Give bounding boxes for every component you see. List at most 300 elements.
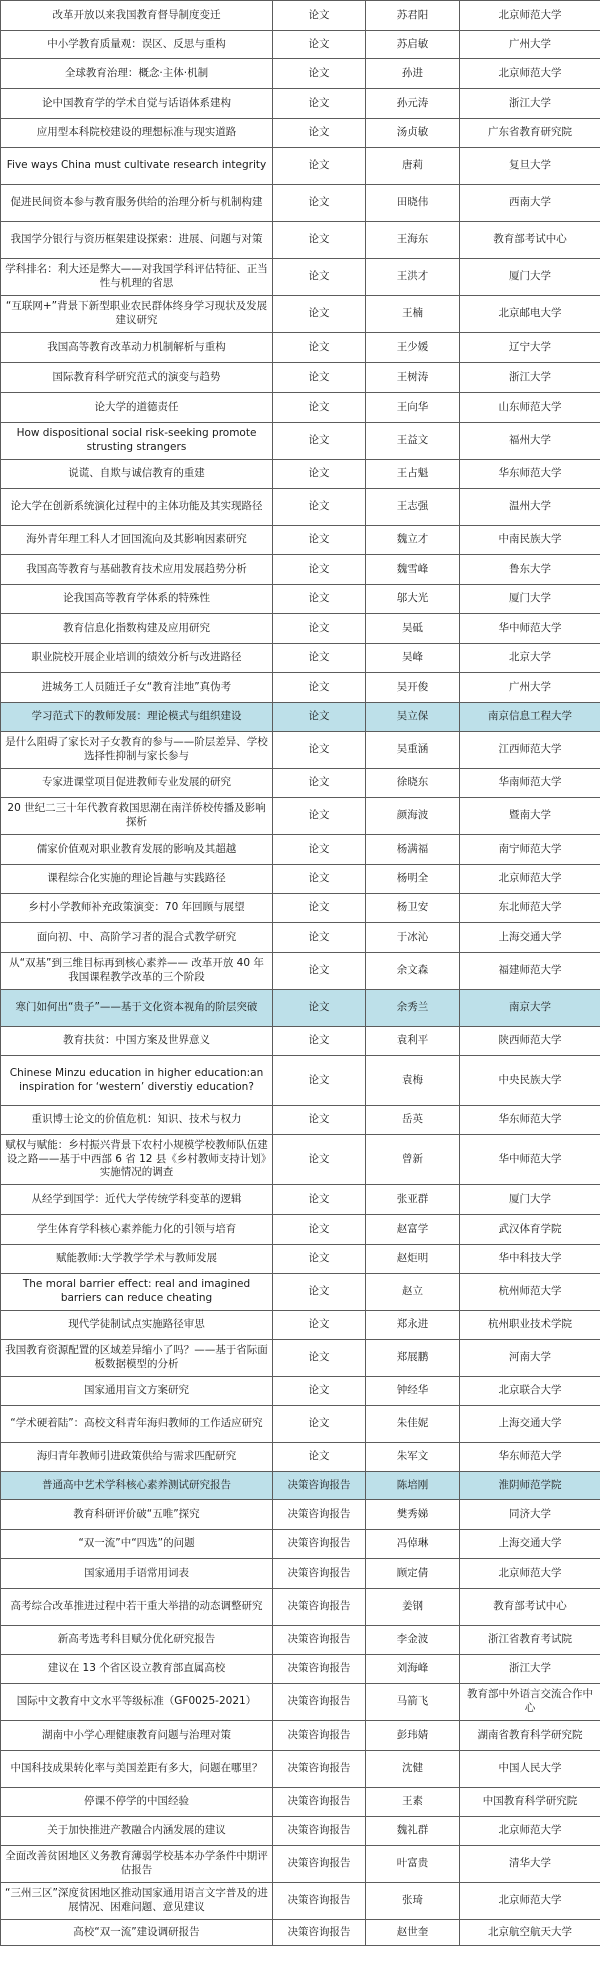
table-row [1,489,600,526]
type-cell: 论文 [273,489,366,526]
type-cell: 论文 [273,703,366,732]
author-cell: 王占魁 [366,460,460,489]
institution-cell: 福建师范大学 [460,953,600,990]
type-cell: 论文 [273,732,366,769]
table-row [1,1500,600,1530]
institution-cell: 西南大学 [460,185,600,222]
institution-cell: 浙江大学 [460,363,600,393]
table-row [1,990,600,1027]
table-row [1,460,600,489]
author-cell: 赵炬明 [366,1245,460,1274]
table-row [1,1626,600,1655]
author-cell: 魏立才 [366,526,460,555]
type-cell: 论文 [273,423,366,460]
type-cell: 论文 [273,185,366,222]
author-cell: 马箭飞 [366,1684,460,1721]
type-cell: 决策咨询报告 [273,1883,366,1920]
paper-title-cell: The moral barrier effect: real and imagined barriers can reduce cheating [1,1274,273,1311]
author-cell: 陈培刚 [366,1472,460,1500]
paper-title-cell: 重识博士论文的价值危机：知识、技术与权力 [1,1106,273,1135]
institution-cell: 华中师范大学 [460,614,600,644]
type-cell: 论文 [273,1245,366,1274]
paper-title-cell: 寒门如何出“贵子”——基于文化资本视角的阶层突破 [1,990,273,1027]
table-row [1,363,600,393]
institution-cell: 华东师范大学 [460,1443,600,1472]
type-cell: 论文 [273,1406,366,1443]
institution-cell: 中南民族大学 [460,526,600,555]
author-cell: 王海东 [366,222,460,259]
author-cell: 王益文 [366,423,460,460]
table-row [1,673,600,703]
table-row [1,89,600,119]
type-cell: 论文 [273,31,366,59]
table-row [1,1274,600,1311]
paper-title-cell: 教育科研评价破“五唯”探究 [1,1500,273,1530]
paper-title-cell: 海外青年理工科人才回国流向及其影响因素研究 [1,526,273,555]
author-cell: 张亚群 [366,1185,460,1215]
paper-title-cell: 学科排名：利大还是弊大——对我国学科评估特征、正当性与机理的省思 [1,259,273,296]
institution-cell: 河南大学 [460,1340,600,1377]
table-row [1,585,600,614]
institution-cell: 清华大学 [460,1846,600,1883]
table-row [1,1751,600,1788]
type-cell: 论文 [273,923,366,953]
author-cell: 王素 [366,1788,460,1817]
table-row [1,119,600,148]
author-cell: 吴砥 [366,614,460,644]
type-cell: 论文 [273,526,366,555]
type-cell: 论文 [273,1340,366,1377]
table-row [1,1215,600,1245]
author-cell: 田晓伟 [366,185,460,222]
author-cell: 杨明全 [366,865,460,894]
author-cell: 于冰沁 [366,923,460,953]
paper-title-cell: 国际中文教育中文水平等级标准（GF0025-2021） [1,1684,273,1721]
author-cell: 吴重涵 [366,732,460,769]
institution-cell: 广州大学 [460,673,600,703]
type-cell: 论文 [273,460,366,489]
type-cell: 论文 [273,1274,366,1311]
paper-title-cell: 论我国高等教育学体系的特殊性 [1,585,273,614]
institution-cell: 上海交通大学 [460,923,600,953]
author-cell: 沈健 [366,1751,460,1788]
institution-cell: 教育部考试中心 [460,222,600,259]
table-row [1,1883,600,1920]
type-cell: 论文 [273,296,366,333]
institution-cell: 东北师范大学 [460,894,600,923]
paper-title-cell: 高校“双一流”建设调研报告 [1,1920,273,1946]
type-cell: 决策咨询报告 [273,1788,366,1817]
author-cell: 苏君阳 [366,1,460,31]
institution-cell: 上海交通大学 [460,1530,600,1559]
type-cell: 决策咨询报告 [273,1500,366,1530]
institution-cell: 南京信息工程大学 [460,703,600,732]
table-row [1,1135,600,1185]
institution-cell: 华东师范大学 [460,1106,600,1135]
institution-cell: 华中科技大学 [460,1245,600,1274]
institution-cell: 中国人民大学 [460,1751,600,1788]
table-row [1,1245,600,1274]
paper-title-cell: Chinese Minzu education in higher education:an inspiration for ‘western’ diverstiy education? [1,1056,273,1106]
awards-table-body [1,1,600,1946]
type-cell: 论文 [273,585,366,614]
table-row [1,1311,600,1340]
author-cell: 孙元涛 [366,89,460,119]
paper-title-cell: 改革开放以来我国教育督导制度变迁 [1,1,273,31]
paper-title-cell: 论中国教育学的学术自觉与话语体系建构 [1,89,273,119]
table-row [1,1406,600,1443]
institution-cell: 北京师范大学 [460,1817,600,1846]
paper-title-cell: 我国教育资源配置的区域差异缩小了吗？——基于省际面板数据模型的分析 [1,1340,273,1377]
institution-cell: 广州大学 [460,31,600,59]
table-row [1,1817,600,1846]
paper-title-cell: 赋权与赋能：乡村振兴背景下农村小规模学校教师队伍建设之路——基于中西部 6 省 12 县《乡村教师支持计划》实施情况的调查 [1,1135,273,1185]
type-cell: 决策咨询报告 [273,1721,366,1751]
type-cell: 论文 [273,865,366,894]
institution-cell: 华东师范大学 [460,460,600,489]
table-row [1,296,600,333]
author-cell: 汤贞敏 [366,119,460,148]
type-cell: 决策咨询报告 [273,1589,366,1626]
institution-cell: 北京师范大学 [460,865,600,894]
paper-title-cell: 论大学的道德责任 [1,393,273,423]
paper-title-cell: 关于加快推进产教融合内涵发展的建议 [1,1817,273,1846]
paper-title-cell: 湖南中小学心理健康教育问题与治理对策 [1,1721,273,1751]
type-cell: 论文 [273,333,366,363]
author-cell: 刘海峰 [366,1655,460,1684]
type-cell: 论文 [273,259,366,296]
table-row [1,555,600,585]
paper-title-cell: 从“双基”到三维目标再到核心素养—— 改革开放 40 年我国课程教学改革的三个阶段 [1,953,273,990]
type-cell: 论文 [273,835,366,865]
paper-title-cell: 我国高等教育与基础教育技术应用发展趋势分析 [1,555,273,585]
institution-cell: 陕西师范大学 [460,1027,600,1056]
type-cell: 决策咨询报告 [273,1655,366,1684]
institution-cell: 复旦大学 [460,148,600,185]
author-cell: 朱军文 [366,1443,460,1472]
author-cell: 王志强 [366,489,460,526]
author-cell: 袁梅 [366,1056,460,1106]
paper-title-cell: 建议在 13 个省区设立教育部直属高校 [1,1655,273,1684]
paper-title-cell: “互联网+”背景下新型职业农民群体终身学习现状及发展建议研究 [1,296,273,333]
paper-title-cell: 国家通用手语常用词表 [1,1559,273,1589]
author-cell: 王向华 [366,393,460,423]
type-cell: 论文 [273,1443,366,1472]
institution-cell: 中国教育科学研究院 [460,1788,600,1817]
institution-cell: 广东省教育研究院 [460,119,600,148]
institution-cell: 教育部考试中心 [460,1589,600,1626]
table-row [1,59,600,89]
institution-cell: 北京联合大学 [460,1377,600,1406]
paper-title-cell: 中国科技成果转化率与美国差距有多大，问题在哪里？ [1,1751,273,1788]
author-cell: 孙进 [366,59,460,89]
type-cell: 论文 [273,89,366,119]
table-row [1,31,600,59]
table-row [1,333,600,363]
author-cell: 姜钢 [366,1589,460,1626]
institution-cell: 教育部中外语言交流合作中心 [460,1684,600,1721]
paper-title-cell: 学习范式下的教师发展：理论模式与组织建设 [1,703,273,732]
type-cell: 决策咨询报告 [273,1626,366,1655]
author-cell: 钟经华 [366,1377,460,1406]
type-cell: 决策咨询报告 [273,1472,366,1500]
type-cell: 论文 [273,990,366,1027]
author-cell: 李金波 [366,1626,460,1655]
institution-cell: 北京师范大学 [460,59,600,89]
type-cell: 论文 [273,1185,366,1215]
institution-cell: 鲁东大学 [460,555,600,585]
institution-cell: 辽宁大学 [460,333,600,363]
institution-cell: 山东师范大学 [460,393,600,423]
author-cell: 张琦 [366,1883,460,1920]
author-cell: 郑展鹏 [366,1340,460,1377]
paper-title-cell: 普通高中艺术学科核心素养测试研究报告 [1,1472,273,1500]
type-cell: 论文 [273,59,366,89]
paper-title-cell: 国家通用盲文方案研究 [1,1377,273,1406]
institution-cell: 中央民族大学 [460,1056,600,1106]
author-cell: 魏雪峰 [366,555,460,585]
paper-title-cell: 说谎、自欺与诚信教育的重建 [1,460,273,489]
table-row [1,732,600,769]
type-cell: 论文 [273,1377,366,1406]
paper-title-cell: “双一流”中“四选”的问题 [1,1530,273,1559]
institution-cell: 厦门大学 [460,585,600,614]
institution-cell: 华南师范大学 [460,769,600,798]
table-row [1,1472,600,1500]
author-cell: 樊秀娣 [366,1500,460,1530]
institution-cell: 北京师范大学 [460,1559,600,1589]
paper-title-cell: 从经学到国学：近代大学传统学科变革的逻辑 [1,1185,273,1215]
paper-title-cell: 进城务工人员随迁子女“教育洼地”真伪考 [1,673,273,703]
author-cell: 余文森 [366,953,460,990]
institution-cell: 上海交通大学 [460,1406,600,1443]
institution-cell: 浙江省教育考试院 [460,1626,600,1655]
table-row [1,1443,600,1472]
table-row [1,1721,600,1751]
type-cell: 决策咨询报告 [273,1817,366,1846]
author-cell: 苏启敏 [366,31,460,59]
author-cell: 彭玮婧 [366,1721,460,1751]
paper-title-cell: How dispositional social risk-seeking promote strusting strangers [1,423,273,460]
institution-cell: 南京大学 [460,990,600,1027]
institution-cell: 温州大学 [460,489,600,526]
paper-title-cell: 全球教育治理：概念·主体·机制 [1,59,273,89]
paper-title-cell: 课程综合化实施的理论旨趣与实践路径 [1,865,273,894]
type-cell: 决策咨询报告 [273,1684,366,1721]
author-cell: 颜海波 [366,798,460,835]
table-row [1,1056,600,1106]
author-cell: 王少媛 [366,333,460,363]
author-cell: 杨满福 [366,835,460,865]
author-cell: 吴开俊 [366,673,460,703]
author-cell: 顾定倩 [366,1559,460,1589]
paper-title-cell: “三州三区”深度贫困地区推动国家通用语言文字普及的进展情况、困难问题、意见建议 [1,1883,273,1920]
type-cell: 论文 [273,673,366,703]
type-cell: 决策咨询报告 [273,1751,366,1788]
institution-cell: 浙江大学 [460,1655,600,1684]
paper-title-cell: 停课不停学的中国经验 [1,1788,273,1817]
paper-title-cell: 教育信息化指数构建及应用研究 [1,614,273,644]
paper-title-cell: 我国高等教育改革动力机制解析与重构 [1,333,273,363]
type-cell: 论文 [273,769,366,798]
table-row [1,1,600,31]
author-cell: 邬大光 [366,585,460,614]
type-cell: 论文 [273,119,366,148]
institution-cell: 华中师范大学 [460,1135,600,1185]
paper-title-cell: Five ways China must cultivate research integrity [1,148,273,185]
paper-title-cell: 国际教育科学研究范式的演变与趋势 [1,363,273,393]
institution-cell: 厦门大学 [460,1185,600,1215]
institution-cell: 淮阴师范学院 [460,1472,600,1500]
author-cell: 岳英 [366,1106,460,1135]
author-cell: 叶富贵 [366,1846,460,1883]
table-row [1,703,600,732]
institution-cell: 武汉体育学院 [460,1215,600,1245]
table-row [1,1684,600,1721]
table-row [1,953,600,990]
author-cell: 曾新 [366,1135,460,1185]
author-cell: 王树涛 [366,363,460,393]
type-cell: 论文 [273,1311,366,1340]
paper-title-cell: 高考综合改革推进过程中若干重大举措的动态调整研究 [1,1589,273,1626]
type-cell: 决策咨询报告 [273,1530,366,1559]
table-row [1,526,600,555]
table-row [1,644,600,673]
table-row [1,894,600,923]
table-row [1,222,600,259]
table-row [1,769,600,798]
table-row [1,423,600,460]
paper-title-cell: 应用型本科院校建设的理想标准与现实道路 [1,119,273,148]
table-row [1,148,600,185]
institution-cell: 北京师范大学 [460,1883,600,1920]
author-cell: 杨卫安 [366,894,460,923]
type-cell: 论文 [273,1215,366,1245]
table-row [1,1185,600,1215]
institution-cell: 同济大学 [460,1500,600,1530]
table-row [1,923,600,953]
table-row [1,1846,600,1883]
author-cell: 冯倬琳 [366,1530,460,1559]
table-row [1,798,600,835]
author-cell: 吴峰 [366,644,460,673]
institution-cell: 北京航空航天大学 [460,1920,600,1946]
author-cell: 赵世奎 [366,1920,460,1946]
paper-title-cell: 促进民间资本参与教育服务供给的治理分析与机制构建 [1,185,273,222]
author-cell: 魏礼群 [366,1817,460,1846]
paper-title-cell: 20 世纪二三十年代教育救国思潮在南洋侨校传播及影响探析 [1,798,273,835]
table-row [1,185,600,222]
paper-title-cell: 论大学在创新系统演化过程中的主体功能及其实现路径 [1,489,273,526]
type-cell: 论文 [273,1027,366,1056]
author-cell: 王楠 [366,296,460,333]
author-cell: 徐晓东 [366,769,460,798]
table-row [1,393,600,423]
institution-cell: 北京邮电大学 [460,296,600,333]
paper-title-cell: 中小学教育质量观：误区、反思与重构 [1,31,273,59]
table-row [1,1559,600,1589]
paper-title-cell: 学生体育学科核心素养能力化的引领与培育 [1,1215,273,1245]
type-cell: 论文 [273,614,366,644]
author-cell: 郑永进 [366,1311,460,1340]
institution-cell: 南宁师范大学 [460,835,600,865]
table-row [1,1920,600,1946]
type-cell: 论文 [273,148,366,185]
type-cell: 论文 [273,953,366,990]
type-cell: 决策咨询报告 [273,1846,366,1883]
type-cell: 决策咨询报告 [273,1920,366,1946]
institution-cell: 杭州师范大学 [460,1274,600,1311]
author-cell: 袁利平 [366,1027,460,1056]
table-row [1,1530,600,1559]
type-cell: 论文 [273,363,366,393]
author-cell: 朱佳妮 [366,1406,460,1443]
type-cell: 决策咨询报告 [273,1559,366,1589]
paper-title-cell: 我国学分银行与资历框架建设探索：进展、问题与对策 [1,222,273,259]
table-row [1,1340,600,1377]
paper-title-cell: 全面改善贫困地区义务教育薄弱学校基本办学条件中期评估报告 [1,1846,273,1883]
paper-title-cell: 职业院校开展企业培训的绩效分析与改进路径 [1,644,273,673]
institution-cell: 暨南大学 [460,798,600,835]
table-row [1,1377,600,1406]
paper-title-cell: 海归青年教师引进政策供给与需求匹配研究 [1,1443,273,1472]
table-row [1,1655,600,1684]
type-cell: 论文 [273,1106,366,1135]
paper-title-cell: 新高考选考科目赋分优化研究报告 [1,1626,273,1655]
institution-cell: 北京大学 [460,644,600,673]
table-row [1,1106,600,1135]
table-row [1,1788,600,1817]
table-row [1,614,600,644]
author-cell: 余秀兰 [366,990,460,1027]
author-cell: 赵立 [366,1274,460,1311]
institution-cell: 湖南省教育科学研究院 [460,1721,600,1751]
author-cell: 唐莉 [366,148,460,185]
type-cell: 论文 [273,1135,366,1185]
type-cell: 论文 [273,1,366,31]
type-cell: 论文 [273,1056,366,1106]
paper-title-cell: 是什么阻碍了家长对子女教育的参与——阶层差异、学校选择性抑制与家长参与 [1,732,273,769]
institution-cell: 浙江大学 [460,89,600,119]
table-row [1,259,600,296]
paper-title-cell: 儒家价值观对职业教育发展的影响及其超越 [1,835,273,865]
table-row [1,1027,600,1056]
institution-cell: 江西师范大学 [460,732,600,769]
paper-title-cell: 赋能教师:大学教学学术与教师发展 [1,1245,273,1274]
author-cell: 王洪才 [366,259,460,296]
paper-title-cell: 现代学徒制试点实施路径审思 [1,1311,273,1340]
institution-cell: 福州大学 [460,423,600,460]
paper-title-cell: “学术硬着陆”：高校文科青年海归教师的工作适应研究 [1,1406,273,1443]
type-cell: 论文 [273,393,366,423]
type-cell: 论文 [273,644,366,673]
institution-cell: 杭州职业技术学院 [460,1311,600,1340]
type-cell: 论文 [273,222,366,259]
author-cell: 吴立保 [366,703,460,732]
table-row [1,1589,600,1626]
type-cell: 论文 [273,894,366,923]
institution-cell: 厦门大学 [460,259,600,296]
author-cell: 赵富学 [366,1215,460,1245]
type-cell: 论文 [273,798,366,835]
paper-title-cell: 乡村小学教师补充政策演变：70 年回顾与展望 [1,894,273,923]
type-cell: 论文 [273,555,366,585]
table-row [1,835,600,865]
table-row [1,865,600,894]
paper-title-cell: 面向初、中、高阶学习者的混合式教学研究 [1,923,273,953]
institution-cell: 北京师范大学 [460,1,600,31]
paper-title-cell: 专家进课堂项目促进教师专业发展的研究 [1,769,273,798]
